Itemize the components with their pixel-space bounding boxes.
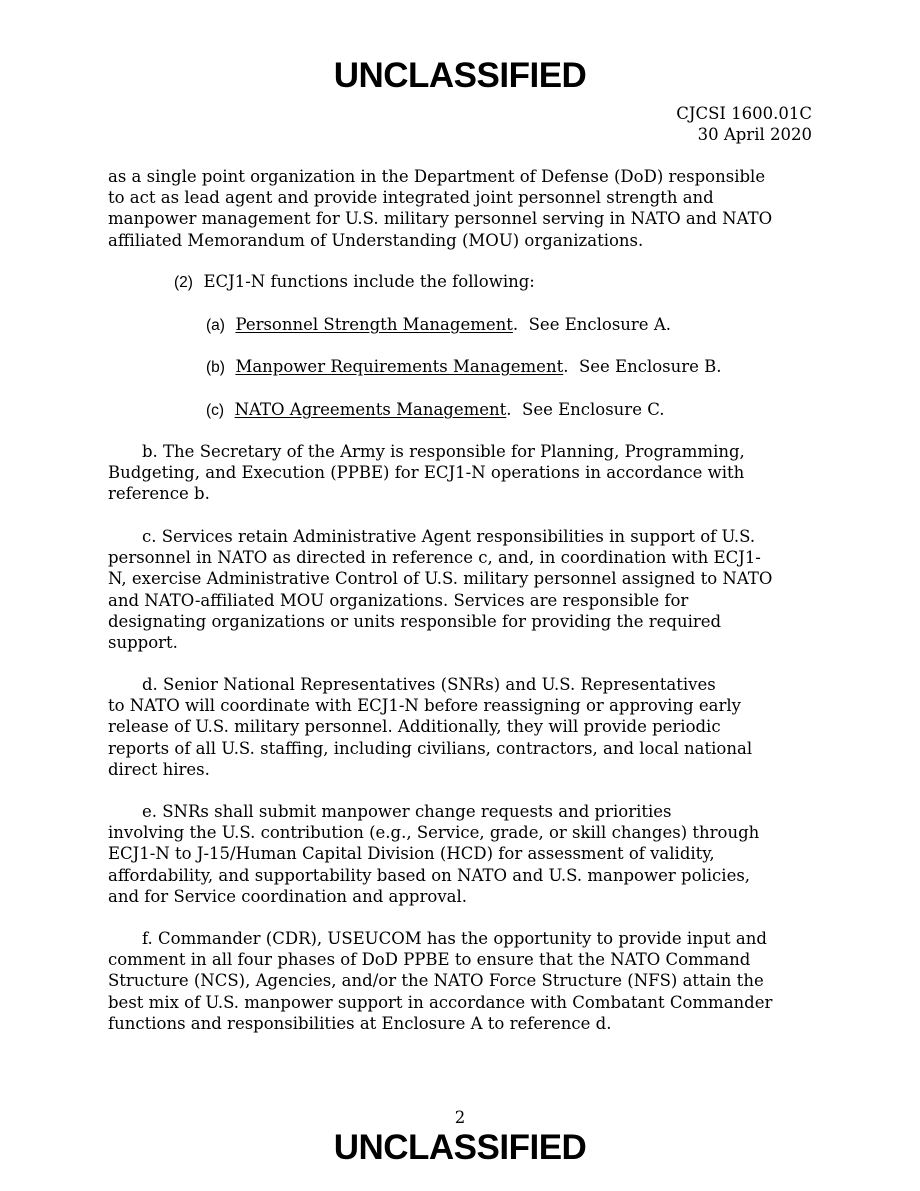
functions-label: (2) [174,274,193,291]
text-line: Structure (NCS), Agencies, and/or the NATO Force Structure (NFS) attain the [108,971,764,991]
item-title: NATO Agreements Management [234,400,507,419]
text-line: N, exercise Administrative Control of U.S. military personnel assigned to NATO [108,569,773,589]
text-line: Budgeting, and Execution (PPBE) for ECJ1-N operations in accordance with [108,463,745,483]
text-line: as a single point organization in the Department of Defense (DoD) responsible [108,167,766,186]
text-line: affordability, and supportability based on NATO and U.S. manpower policies, [108,865,751,885]
function-item-b [206,356,722,378]
text-line: to act as lead agent and provide integrated joint personnel strength and [108,188,714,208]
page-number: 2 [454,1108,466,1127]
text-line: personnel in NATO as directed in reference c, and, in coordination with ECJ1- [108,548,761,568]
text-line: support. [108,633,178,653]
item-suffix: . See Enclosure A. [512,315,671,334]
document-id: CJCSI 1600.01C [676,104,812,123]
function-item-c [206,399,665,421]
function-item-a [206,314,671,336]
intro-paragraph [108,166,818,251]
text-line: comment in all four phases of DoD PPBE to ensure that the NATO Command [108,950,751,970]
text-line: ECJ1-N to J-15/Human Capital Division (HCD) for assessment of validity, [108,844,715,864]
paragraph-c [108,526,818,653]
text-line: release of U.S. military personnel. Additionally, they will provide periodic [108,717,721,737]
text-line: manpower management for U.S. military personnel serving in NATO and NATO [108,209,773,229]
text-line: designating organizations or units responsible for providing the required [108,611,722,631]
item-suffix: . See Enclosure C. [506,400,665,419]
text-line: functions and responsibilities at Enclosure A to reference d. [108,1013,612,1033]
item-label: (b) [206,359,225,376]
text-line: f. Commander (CDR), USEUCOM has the opportunity to provide input and [142,929,767,948]
item-label: (a) [206,317,225,334]
item-title: Personnel Strength Management [235,315,513,334]
text-line: b. The Secretary of the Army is responsible for Planning, Programming, [142,442,745,461]
paragraph-e [108,801,818,907]
text-line: c. Services retain Administrative Agent responsibilities in support of U.S. [142,527,756,546]
text-line: and NATO-affiliated MOU organizations. Services are responsible for [108,590,689,610]
item-suffix: . See Enclosure B. [563,357,722,376]
paragraph-d [108,674,818,780]
item-label: (c) [206,402,225,419]
item-title: Manpower Requirements Management [235,357,564,376]
text-line: reference b. [108,484,210,504]
functions-heading [174,271,535,293]
document-date: 30 April 2020 [697,125,812,144]
paragraph-f [108,928,818,1034]
functions-text: ECJ1-N functions include the following: [203,272,535,291]
text-line: direct hires. [108,759,210,779]
classification-banner-top: UNCLASSIFIED [333,56,587,95]
text-line: and for Service coordination and approval. [108,886,467,906]
text-line: reports of all U.S. staffing, including civilians, contractors, and local national [108,738,753,758]
text-line: to NATO will coordinate with ECJ1-N before reassigning or approving early [108,696,741,716]
text-line: affiliated Memorandum of Understanding (MOU) organizations. [108,230,644,250]
classification-banner-bottom: UNCLASSIFIED [333,1128,587,1167]
text-line: best mix of U.S. manpower support in accordance with Combatant Commander [108,992,773,1012]
text-line: d. Senior National Representatives (SNRs) and U.S. Representatives [142,675,716,694]
text-line: involving the U.S. contribution (e.g., Service, grade, or skill changes) through [108,823,760,843]
text-line: e. SNRs shall submit manpower change requests and priorities [142,802,672,821]
paragraph-b [108,441,818,505]
